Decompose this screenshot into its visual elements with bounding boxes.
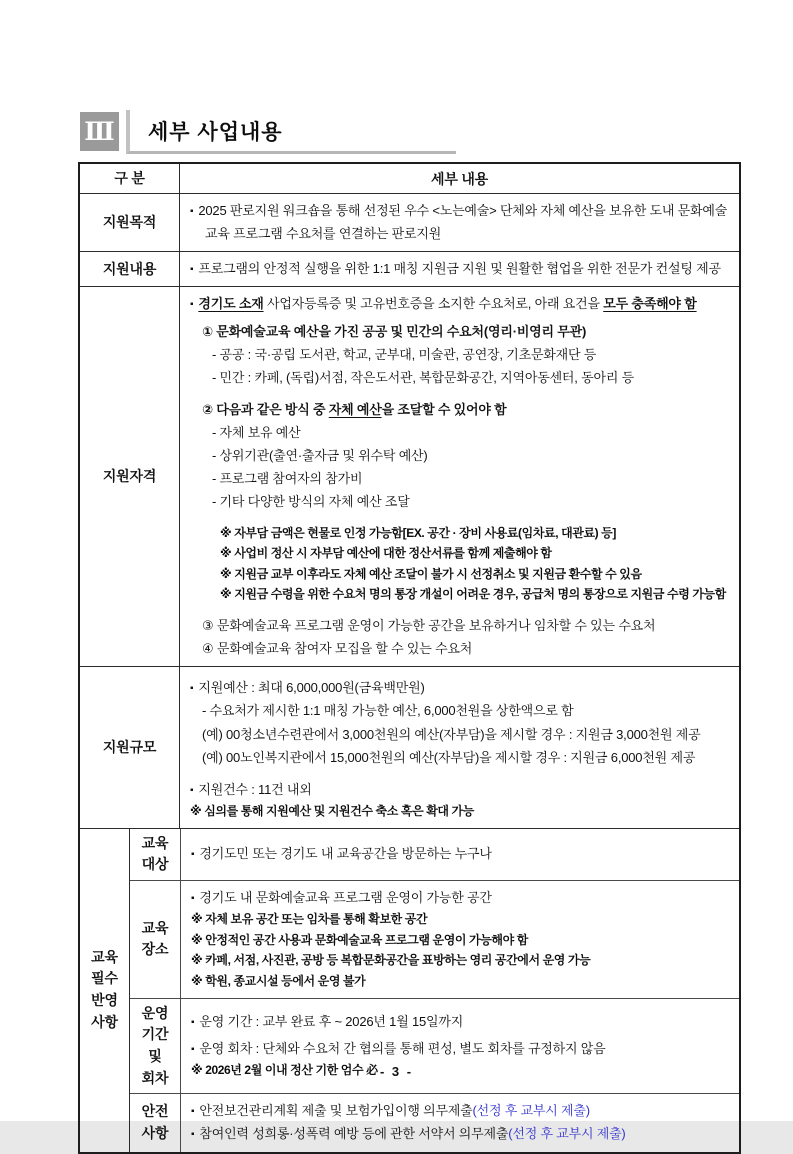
column-header-details: 세부 내용: [431, 170, 488, 187]
scale-note: ※ 심의를 통해 지원예산 및 지원건수 축소 혹은 확대 가능: [190, 803, 474, 818]
bullet-icon: ▪: [190, 683, 194, 695]
sublabel-education-place: [130, 881, 181, 998]
qualification-item1-sub: - 공공 : 국·공립 도서관, 학교, 군부대, 미술관, 공연장, 기초문화재단 등: [212, 346, 597, 362]
group-label-line: 필수: [91, 970, 118, 987]
sublabel-line: 교육: [141, 919, 169, 936]
period-text2: 운영 회차 : 단체와 수요처 간 협의를 통해 편성, 별도 회차를 규정하지 않음: [199, 1041, 606, 1057]
subcontent-operation-period: [181, 999, 739, 1094]
scale-budget-line: [190, 676, 731, 699]
bullet-icon: ▪: [190, 299, 194, 311]
qualification-intro-mid: 사업자등록증 및 고유번호증을 소지한 수요처로, 아래 요건을: [263, 296, 604, 312]
table-row-qualification: [80, 287, 739, 667]
group-label-line: 교육: [91, 948, 118, 965]
section-number-badge: [80, 112, 119, 151]
group-label-line: 사항: [91, 1013, 118, 1030]
subrow-education-place: [130, 881, 739, 999]
sublabel-operation-period: [130, 999, 181, 1094]
purpose-text: 2025 판로지원 워크숍을 통해 선정된 우수 <노는예술> 단체와 자체 예산을 보유한 도내 문화예술교육 프로그램 수요처를 연결하는 판로지원: [198, 203, 728, 242]
qualification-note: ※ 지원금 수령을 위한 수요처 명의 통장 개설이 어려운 경우, 공급처 명의 통장으로 지원금 수령 가능함: [220, 587, 726, 602]
sublabel-education-target: [130, 829, 181, 880]
qualification-item4: ④ 문화예술교육 참여자 모집을 할 수 있는 수요처: [202, 641, 473, 657]
target-bullet-line: [191, 842, 733, 865]
sublabel-line: 기간: [141, 1026, 169, 1043]
section-title-block: [126, 110, 456, 154]
place-note: ※ 안정적인 공간 사용과 문화예술교육 프로그램 운영이 가능해야 함: [191, 932, 528, 947]
qualification-item3: ③ 문화예술교육 프로그램 운영이 가능한 공간을 보유하거나 임차할 수 있는 수요처: [202, 618, 656, 633]
table-row-support: [80, 252, 739, 287]
scale-example: (예) 00노인복지관에서 15,000천원의 예산(자부담)을 제시할 경우 : 지원금 6,000천원 제공: [202, 749, 696, 765]
detail-table: [78, 162, 741, 1154]
table-header-row: [80, 164, 739, 194]
subcontent-education-place: [181, 881, 739, 998]
bullet-icon: ▪: [190, 206, 194, 217]
period-bullet-line: [191, 1037, 733, 1060]
bullet-icon: ▪: [191, 849, 195, 861]
qualification-item2-emph: 자체 예산: [328, 401, 382, 417]
qualification-item2-sub: - 상위기관(출연·출자금 및 위수탁 예산): [212, 448, 428, 464]
section-title: 세부 사업내용: [148, 120, 283, 144]
group-label-line: 반영: [91, 992, 118, 1008]
subrow-operation-period: [130, 999, 739, 1095]
scale-count-text: 지원건수 : 11건 내외: [198, 781, 312, 797]
bullet-icon: ▪: [191, 1044, 195, 1056]
qualification-intro-emph1: 경기도 소재: [198, 296, 264, 312]
subcontent-safety: [181, 1094, 739, 1151]
qualification-intro-emph2: 모두 충족해야 함: [603, 296, 697, 312]
sublabel-line: 및: [148, 1047, 162, 1064]
qualification-note: ※ 지원금 교부 이후라도 자체 예산 조달이 불가 시 선정취소 및 지원금 환수할 수 있음: [220, 566, 642, 581]
subcontent-education-target: [181, 829, 739, 880]
purpose-bullet-line: [190, 199, 731, 245]
qualification-item2: [202, 398, 731, 421]
scale-example: (예) 00청소년수련관에서 3,000천원의 예산(자부담)을 제시할 경우 : 지원금 3,000천원 제공: [202, 726, 701, 742]
qualification-item2-pre: ② 다음과 같은 방식 중: [202, 401, 329, 417]
qualification-item1: ① 문화예술교육 예산을 가진 공공 및 민간의 수요처(영리·비영리 무관): [202, 323, 587, 339]
support-bullet-line: [190, 257, 731, 280]
sublabel-line: 사항: [141, 1124, 169, 1141]
place-note: ※ 카페, 서점, 사진관, 공방 등 복합문화공간을 표방하는 영리 공간에서 운영 가능: [191, 953, 591, 968]
qualification-item2-post: 을 조달할 수 있어야 함: [381, 401, 507, 417]
column-header-category: 구 분: [80, 164, 180, 193]
place-note: ※ 자체 보유 공간 또는 임차를 통해 확보한 공간: [191, 912, 428, 926]
place-text: 경기도 내 문화예술교육 프로그램 운영이 가능한 공간: [199, 889, 492, 905]
row-label-qualification: 지원자격: [80, 287, 180, 666]
support-text: 프로그램의 안정적 실행을 위한 1:1 매칭 지원금 지원 및 원활한 협업을 위한 전문가 컨설팅 제공: [198, 261, 721, 277]
scale-count-line: [190, 778, 731, 801]
safety-text2: 참여인력 성희롱·성폭력 예방 등에 관한 서약서 의무제출: [199, 1126, 509, 1142]
safety-text1: 안전보건관리계획 제출 및 보험가입이행 의무제출: [199, 1103, 473, 1119]
group-label-education-required: [80, 829, 130, 1152]
table-row-education-group: [80, 829, 739, 1152]
qualification-item2-sub: - 프로그램 참여자의 참가비: [212, 471, 363, 487]
period-note: ※ 2026년 2월 이내 정산 기한 엄수 必: [191, 1063, 378, 1078]
qualification-note: ※ 자부담 금액은 현물로 인정 가능함[EX. 공간 · 장비 사용료(임차료, 대관료) 등]: [220, 525, 616, 540]
bullet-icon: ▪: [190, 264, 194, 276]
sublabel-line: 안전: [141, 1103, 169, 1120]
qualification-note: ※ 사업비 정산 시 자부담 예산에 대한 정산서류를 함께 제출해야 함: [220, 546, 552, 561]
qualification-item2-sub: - 자체 보유 예산: [212, 425, 301, 440]
bullet-icon: ▪: [191, 892, 195, 904]
subrow-safety: [130, 1094, 739, 1151]
row-label-scale: 지원규모: [80, 667, 180, 827]
place-bullet-line: [191, 886, 733, 909]
sublabel-line: 대상: [141, 856, 169, 873]
safety-blue-note1: (선정 후 교부시 제출): [472, 1103, 590, 1119]
sublabel-line: 회차: [141, 1069, 169, 1086]
qualification-item1-sub: - 민간 : 카페, (독립)서점, 작은도서관, 복합문화공간, 지역아동센터, 동아리 등: [212, 369, 634, 385]
sublabel-line: 운영: [141, 1004, 169, 1021]
row-content-support: [180, 252, 739, 286]
row-content-qualification: [180, 287, 739, 666]
sublabel-line: 교육: [141, 834, 169, 851]
target-text: 경기도민 또는 경기도 내 교육공간을 방문하는 누구나: [199, 846, 492, 862]
period-text1: 운영 기간 : 교부 완료 후 ~ 2026년 1월 15일까지: [199, 1013, 464, 1029]
safety-bullet-line: [191, 1122, 733, 1145]
sublabel-line: 장소: [141, 941, 169, 958]
bullet-icon: ▪: [191, 1129, 195, 1141]
bullet-icon: ▪: [190, 784, 194, 796]
qualification-intro-line: [190, 292, 731, 315]
qualification-item2-sub: - 기타 다양한 방식의 자체 예산 조달: [212, 494, 410, 510]
row-label-purpose: 지원목적: [80, 194, 180, 251]
row-content-scale: [180, 667, 739, 827]
page-number: - 3 -: [379, 1064, 414, 1079]
sublabel-safety: [130, 1094, 181, 1151]
table-row-purpose: [80, 194, 739, 252]
place-note: ※ 학원, 종교시설 등에서 운영 불가: [191, 973, 366, 988]
table-row-scale: [80, 667, 739, 828]
scale-budget-text: 지원예산 : 최대 6,000,000원(금육백만원): [198, 680, 425, 696]
period-bullet-line: [191, 1010, 733, 1033]
bullet-icon: ▪: [191, 1016, 195, 1028]
scale-budget-sub: - 수요처가 제시한 1:1 매칭 가능한 예산, 6,000천원을 상한액으로 함: [202, 703, 574, 719]
bullet-icon: ▪: [191, 1106, 195, 1118]
section-number: Ⅲ: [84, 118, 115, 146]
row-label-support: 지원내용: [80, 252, 180, 286]
row-content-purpose: [180, 194, 739, 251]
safety-blue-note2: (선정 후 교부시 제출): [508, 1126, 626, 1142]
subrow-education-target: [130, 829, 739, 881]
safety-bullet-line: [191, 1099, 733, 1122]
education-group-body: [130, 829, 739, 1152]
